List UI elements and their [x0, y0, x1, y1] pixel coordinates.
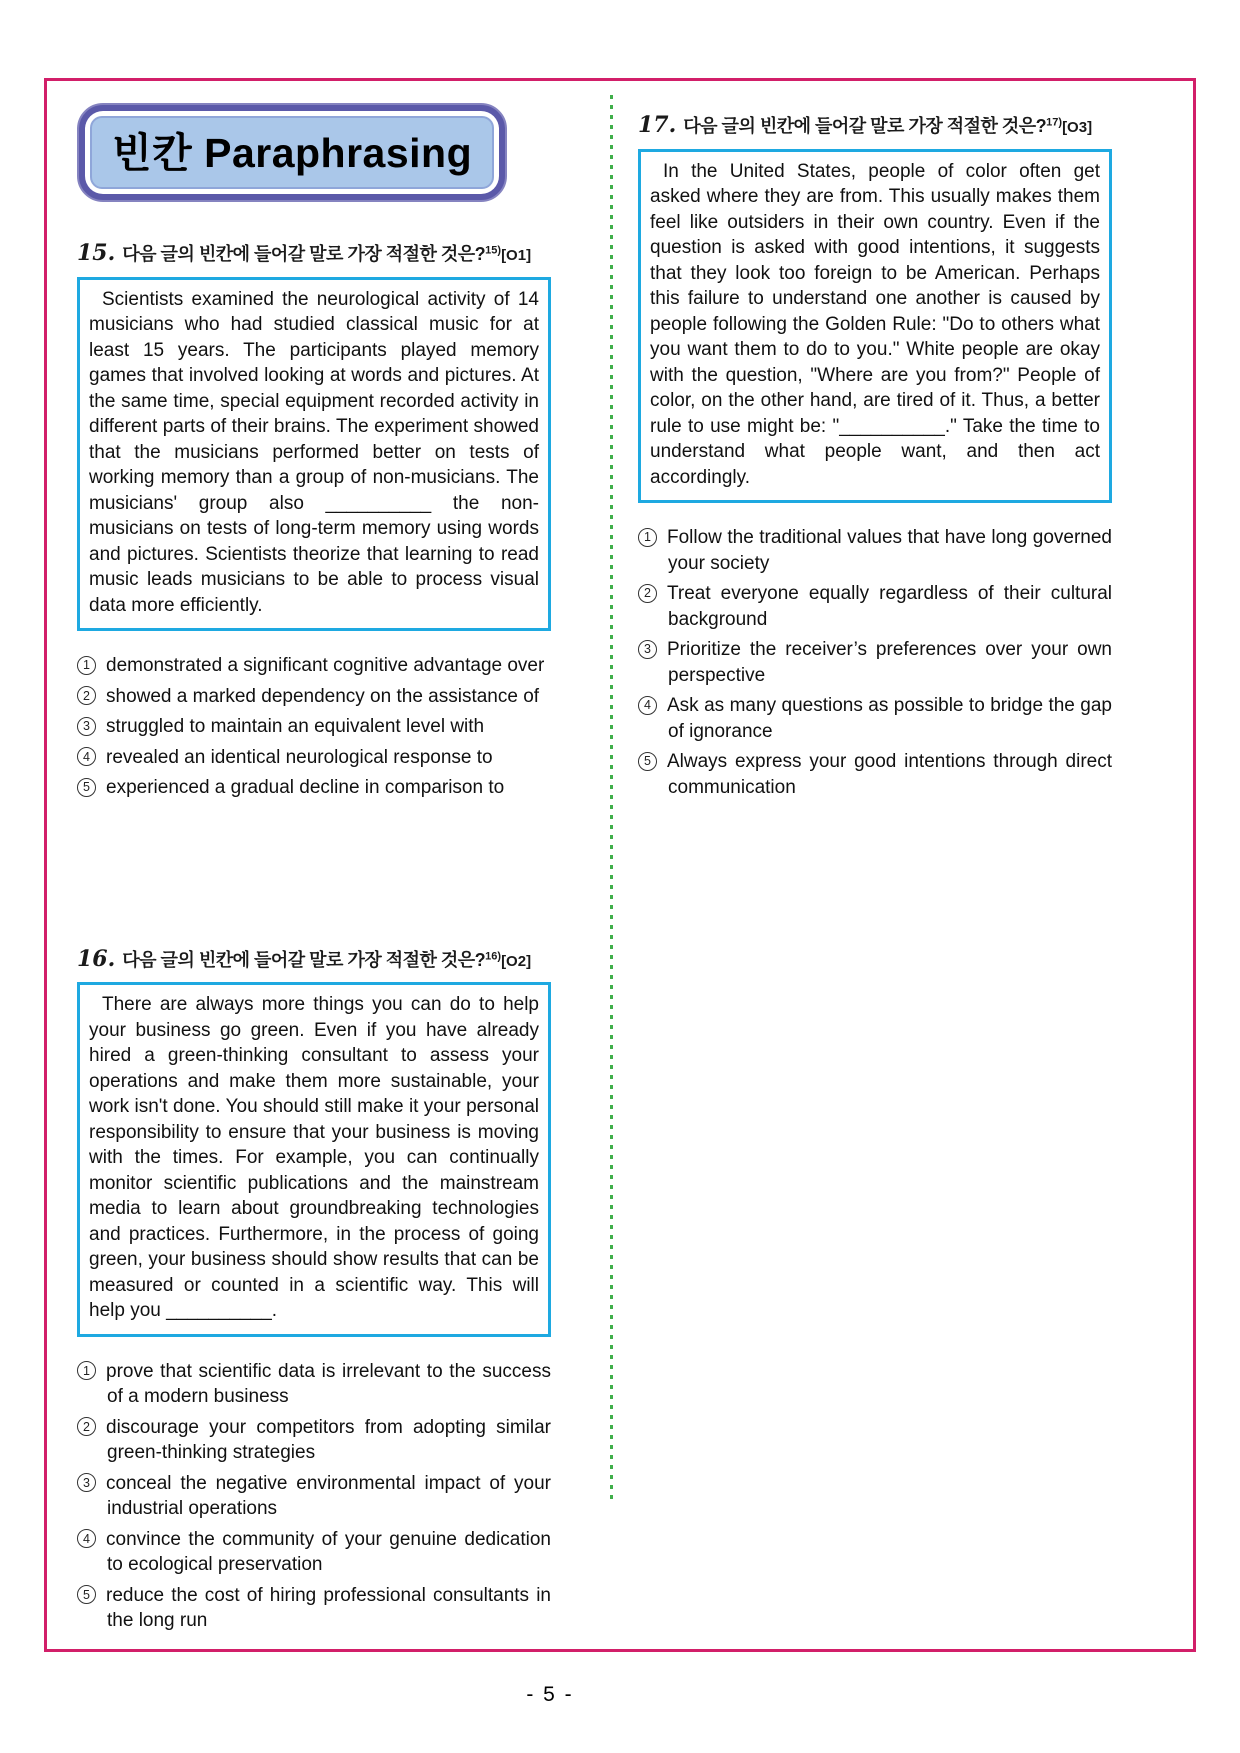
option-text: showed a marked dependency on the assistance of [106, 685, 540, 707]
option-number: 4 [77, 1529, 96, 1548]
page-border [44, 78, 1196, 1652]
option-item [77, 1527, 551, 1578]
title-outer-ring [77, 103, 507, 202]
option-number: 2 [77, 1417, 96, 1436]
question-prompt: 다음 글의 빈칸에 들어갈 말로 가장 적절한 것은? [122, 244, 486, 264]
option-text: Prioritize the receiver’s preferences over your own perspective [667, 639, 1112, 686]
option-number: 1 [638, 528, 657, 547]
option-number: 2 [638, 584, 657, 603]
column-divider [610, 95, 613, 1499]
option-number: 5 [77, 1585, 96, 1604]
option-item [638, 749, 1112, 800]
question-15 [77, 240, 551, 801]
passage-text: Scientists examined the neurological activity of 14 musicians who had studied classical music for at least 15 years. The participants played memory games that involved looking at words and pictures. At the same time, special equipment recorded activity in different parts of their brains. The experiment showed that the musicians performed better on tests of working memory than a group of non-musicians. The musicians' group also __________ the non-musicians on tests of long-term memory using words and pictures. Scientists theorize that learning to read music leads musicians to be able to process visual data more efficiently. [89, 288, 539, 616]
passage-text: There are always more things you can do to help your business go green. Even if you have already hired a green-thinking consultant to assess your operations and make them more sustainable, your work isn't done. You should still make it your personal responsibility to ensure that your business is moving with the times. For example, you can continually monitor scientific publications and the mainstream media to learn about groundbreaking technologies and practices. Furthermore, in the process of going green, your business should show results that can be measured or counted in a scientific way. This will help you __________. [89, 994, 539, 1321]
option-number: 4 [638, 696, 657, 715]
footnote-ref: 15) [485, 244, 502, 257]
source-tag: [O2] [501, 952, 532, 970]
title-white-ring [85, 111, 499, 194]
left-column [77, 81, 551, 1639]
option-number: 1 [77, 656, 96, 675]
passage-box [638, 149, 1112, 504]
option-item [77, 775, 551, 801]
source-tag: [O1] [501, 247, 532, 264]
options-list [77, 1359, 551, 1634]
option-item [77, 1583, 551, 1634]
question-17-header [638, 112, 1112, 140]
option-item [77, 1415, 551, 1466]
option-item [77, 714, 551, 740]
right-column [638, 81, 1112, 805]
option-text: discourage your competitors from adopting similar green-thinking strategies [106, 1416, 551, 1463]
passage-box [77, 982, 551, 1337]
option-number: 1 [77, 1361, 96, 1380]
option-text: convince the community of your genuine dedication to ecological preservation [106, 1528, 551, 1575]
page-number: - 5 - [526, 1683, 574, 1706]
option-item [77, 684, 551, 710]
option-item [638, 581, 1112, 632]
section-title: 빈칸 Paraphrasing [90, 116, 494, 189]
question-number: 17. [638, 112, 677, 138]
option-item [77, 1471, 551, 1522]
question-17 [638, 112, 1112, 800]
question-number: 16. [77, 945, 116, 972]
option-item [638, 693, 1112, 744]
footnote-ref: 16) [485, 950, 502, 963]
option-item [638, 637, 1112, 688]
option-item [77, 653, 551, 679]
option-text: Follow the traditional values that have long governed your society [667, 527, 1112, 574]
section-title-logo [77, 103, 507, 202]
option-text: conceal the negative environmental impact of your industrial operations [106, 1472, 551, 1519]
option-text: experienced a gradual decline in comparison to [106, 777, 505, 798]
option-number: 2 [77, 686, 96, 705]
option-number: 3 [77, 717, 96, 736]
option-text: Ask as many questions as possible to bridge the gap of ignorance [667, 695, 1112, 742]
option-text: struggled to maintain an equivalent level with [106, 716, 485, 737]
option-text: Always express your good intentions through direct communication [667, 751, 1112, 798]
passage-box [77, 277, 551, 632]
question-16 [77, 946, 551, 1634]
question-16-header [77, 946, 551, 974]
option-item [77, 745, 551, 771]
option-text: demonstrated a significant cognitive advantage over [106, 655, 545, 676]
question-15-header [77, 240, 551, 268]
options-list [77, 653, 551, 801]
option-number: 3 [638, 640, 657, 659]
source-tag: [O3] [1062, 119, 1093, 136]
question-number: 15. [77, 240, 116, 266]
passage-text: In the United States, people of color often get asked where they are from. This usually makes them feel like outsiders in their own country. Even if the question is asked with good intentions, it suggests that they look too foreign to be American. Perhaps this failure to understand one another is caused by people following the Golden Rule: "Do to others what you want them to do to you." White people are okay with the question, "Where are you from?" People of color, on the other hand, are tired of it. Thus, a better rule to use might be: "__________." Take the time to understand what people want, and then act accordingly. [650, 160, 1100, 488]
footnote-ref: 17) [1046, 116, 1063, 129]
option-number: 3 [77, 1473, 96, 1492]
option-item [638, 525, 1112, 576]
option-number: 5 [638, 752, 657, 771]
option-item [77, 1359, 551, 1410]
option-number: 5 [77, 778, 96, 797]
option-text: revealed an identical neurological response to [106, 746, 493, 768]
option-text: reduce the cost of hiring professional consultants in the long run [106, 1584, 551, 1631]
options-list [638, 525, 1112, 800]
option-number: 4 [77, 747, 96, 766]
question-prompt: 다음 글의 빈칸에 들어갈 말로 가장 적절한 것은? [683, 116, 1047, 136]
question-prompt: 다음 글의 빈칸에 들어갈 말로 가장 적절한 것은? [122, 949, 486, 970]
option-text: prove that scientific data is irrelevant to the success of a modern business [106, 1360, 551, 1407]
option-text: Treat everyone equally regardless of their cultural background [667, 583, 1112, 630]
